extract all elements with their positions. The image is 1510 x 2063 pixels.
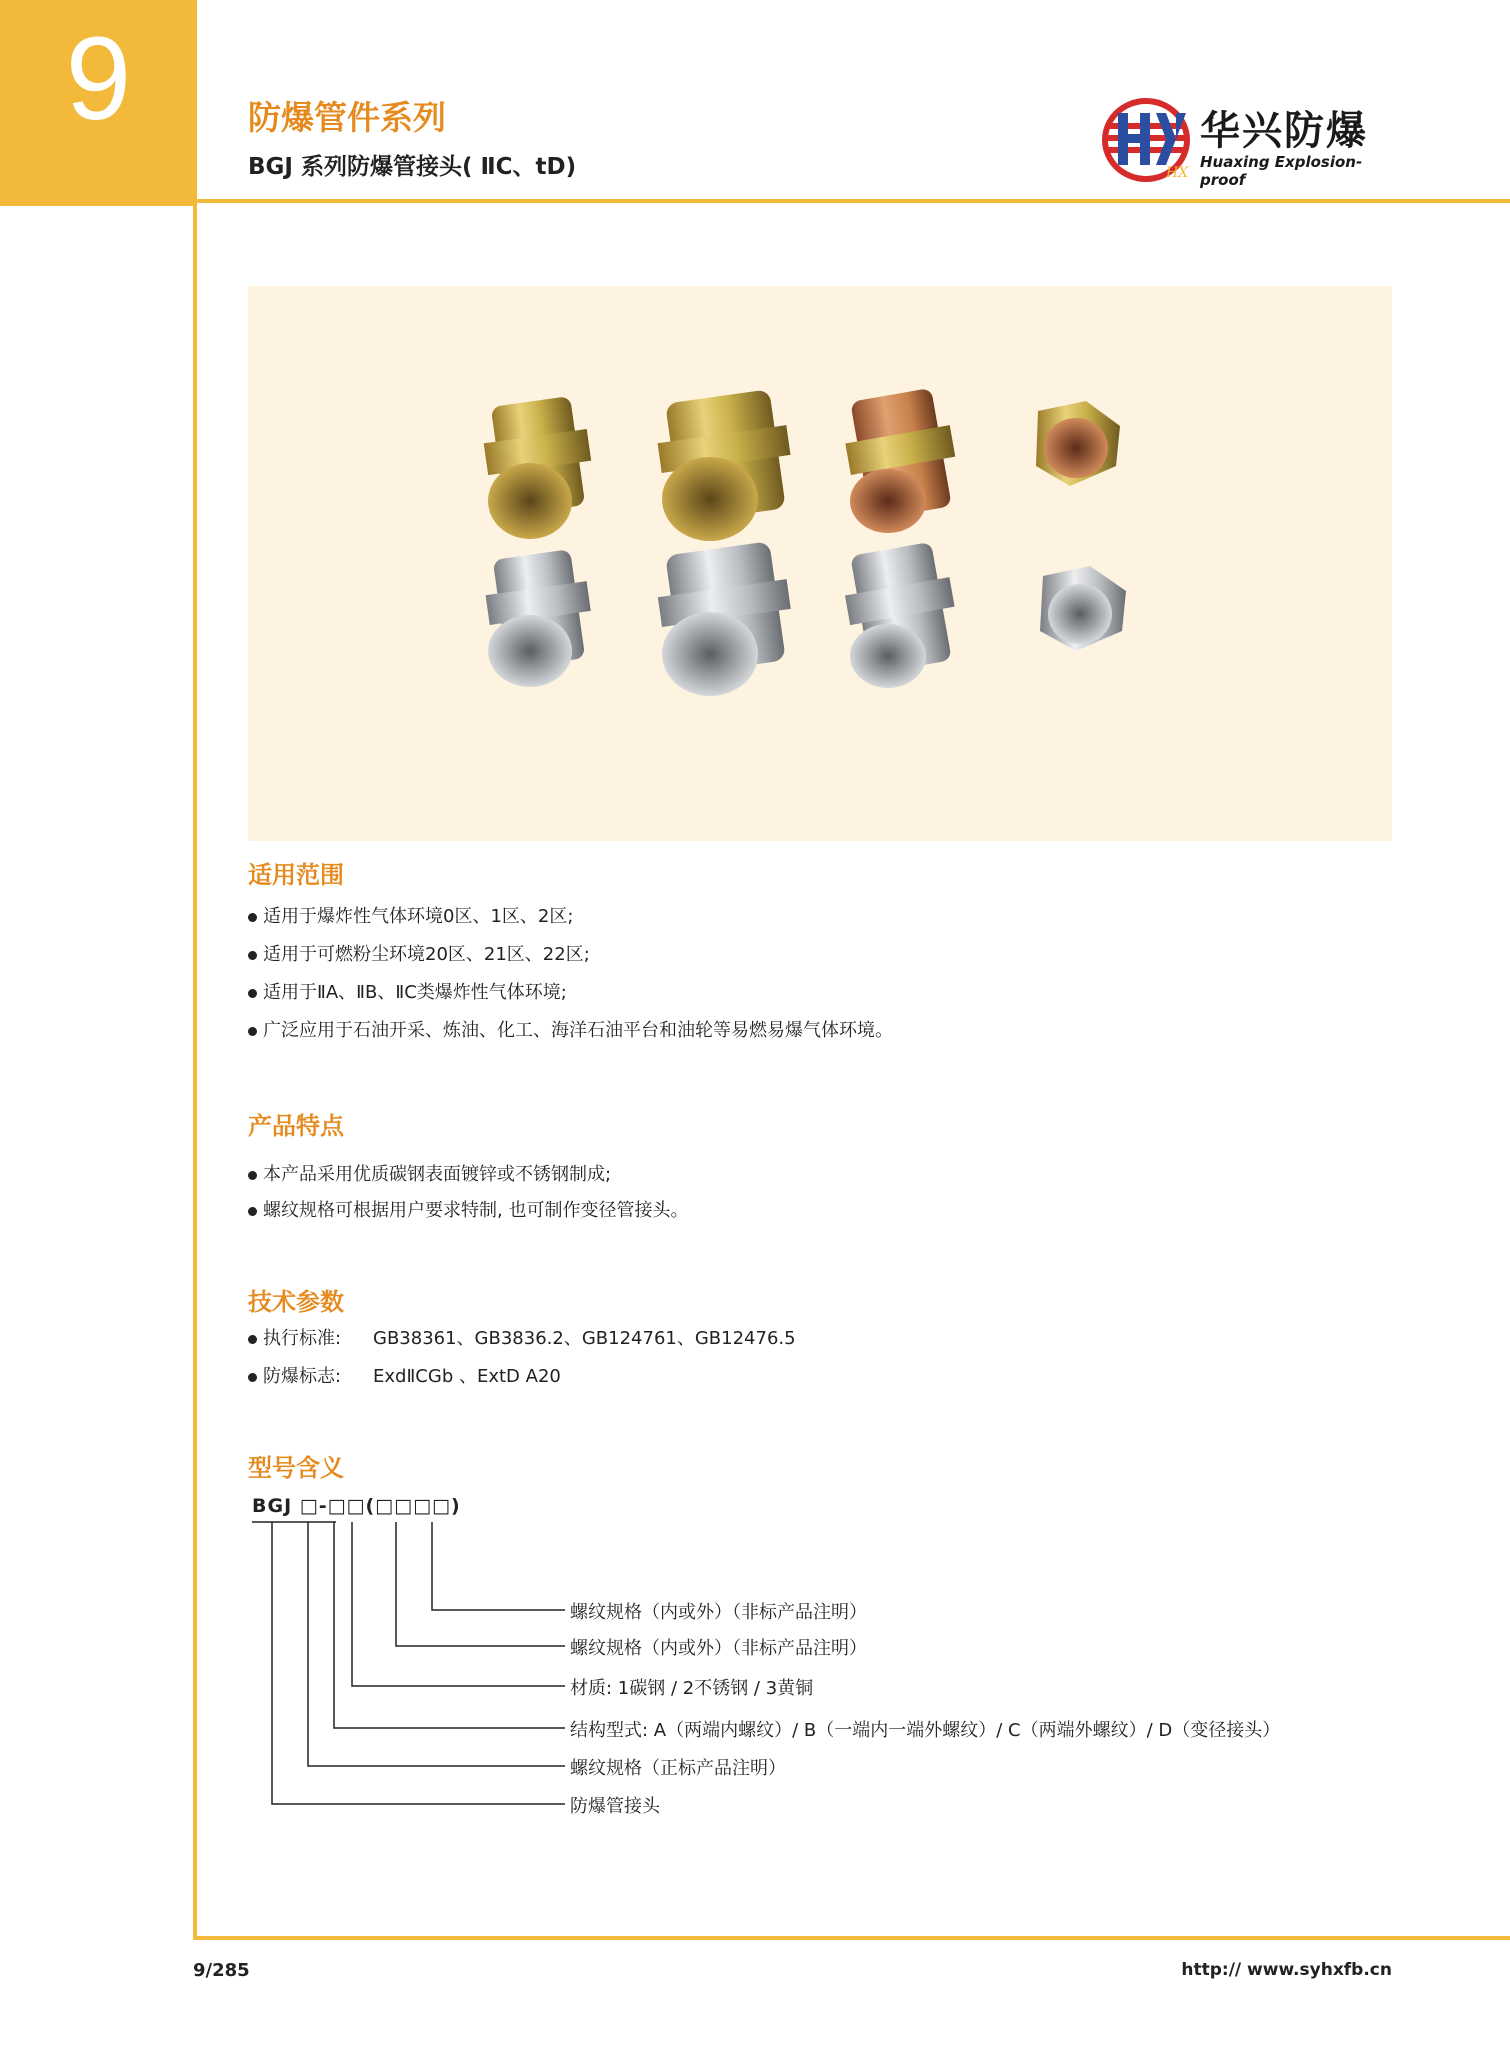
chapter-number: 9 xyxy=(65,13,132,145)
page-number: 9/285 xyxy=(193,1960,250,1981)
legend-item-1: 螺纹规格（内或外）（非标产品注明） xyxy=(570,1602,867,1623)
model-code: BGJ □-□□(□□□□) xyxy=(252,1495,461,1517)
features-heading: 产品特点 xyxy=(248,1112,344,1140)
scope-item-2: 适用于可燃粉尘环境20区、21区、22区; xyxy=(248,940,590,966)
logo-name-cn: 华兴防爆 xyxy=(1200,108,1368,154)
fitting-steel-reducer xyxy=(1040,566,1126,651)
tech-heading: 技术参数 xyxy=(248,1288,344,1316)
legend-item-4: 结构型式: A（两端内螺纹）/ B（一端内一端外螺纹）/ C（两端外螺纹）/ D（变径接头） xyxy=(570,1720,1281,1741)
fitting-brass-male-male xyxy=(845,388,955,533)
fitting-zinc-female-female xyxy=(658,389,791,541)
company-logo xyxy=(1100,95,1400,187)
footer-rule xyxy=(193,1936,1510,1940)
product-subtitle: BGJ 系列防爆管接头( ⅡC、tD) xyxy=(248,154,577,180)
fitting-zinc-reducer xyxy=(1036,401,1120,486)
logo-mark-letters: HX xyxy=(1166,165,1189,181)
feature-item-2: 螺纹规格可根据用户要求特制, 也可制作变径管接头。 xyxy=(248,1196,688,1222)
scope-item-4: 广泛应用于石油开采、炼油、化工、海洋石油平台和油轮等易燃易爆气体环境。 xyxy=(248,1016,893,1042)
legend-item-6: 防爆管接头 xyxy=(570,1796,660,1817)
scope-item-3: 适用于ⅡA、ⅡB、ⅡC类爆炸性气体环境; xyxy=(248,978,567,1004)
left-rule xyxy=(193,206,197,1940)
website-url[interactable]: http:// www.syhxfb.cn xyxy=(1181,1960,1392,1980)
tech-standard: 执行标准: GB38361、GB3836.2、GB124761、GB12476.5 xyxy=(248,1324,796,1350)
legend-item-5: 螺纹规格（正标产品注明） xyxy=(570,1758,786,1779)
leader-3 xyxy=(352,1522,565,1686)
model-heading: 型号含义 xyxy=(248,1454,344,1482)
hx-logo-mark xyxy=(1100,95,1192,185)
legend-item-3: 材质: 1碳钢 / 2不锈钢 / 3黄铜 xyxy=(570,1678,814,1699)
header-rule xyxy=(197,199,1510,203)
fitting-steel-male-male xyxy=(845,542,955,688)
fitting-zinc-male-female xyxy=(484,396,591,539)
leader-4 xyxy=(334,1522,565,1728)
fitting-steel-female-female xyxy=(658,541,791,696)
scope-heading: 适用范围 xyxy=(248,861,344,889)
fitting-steel-male-female xyxy=(486,549,591,687)
leader-5 xyxy=(308,1522,565,1766)
leader-6 xyxy=(272,1522,565,1804)
logo-name-en: Huaxing Explosion-proof xyxy=(1200,153,1363,189)
feature-item-1: 本产品采用优质碳钢表面镀锌或不锈钢制成; xyxy=(248,1160,611,1186)
tech-marking: 防爆标志: ExdⅡCGb 、ExtD A20 xyxy=(248,1362,561,1388)
leader-2 xyxy=(396,1522,565,1646)
leader-1 xyxy=(432,1522,565,1610)
legend-item-2: 螺纹规格（内或外）（非标产品注明） xyxy=(570,1638,867,1659)
product-photo xyxy=(248,286,1392,841)
series-title: 防爆管件系列 xyxy=(248,98,446,137)
scope-item-1: 适用于爆炸性气体环境0区、1区、2区; xyxy=(248,902,573,928)
